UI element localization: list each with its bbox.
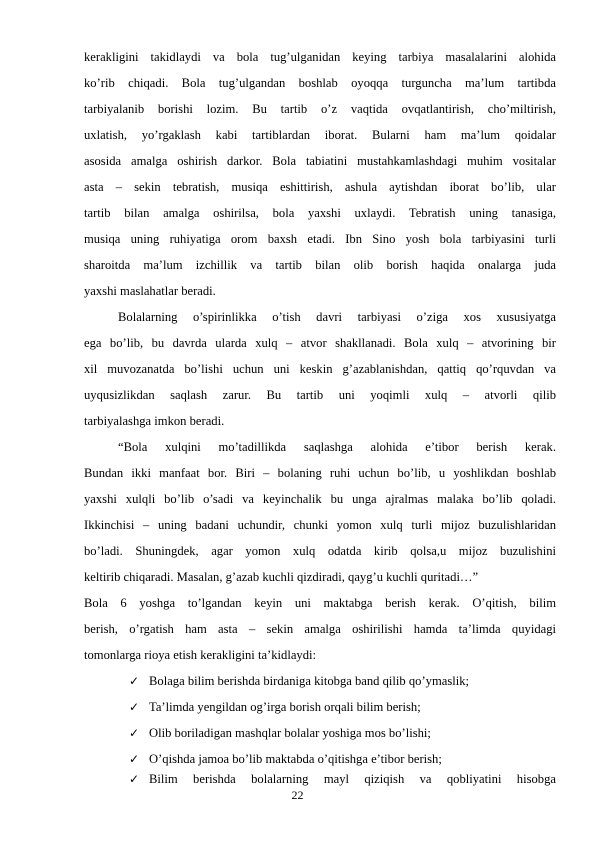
text-line: musiqa uning ruhiyatiga orom baxsh etadi. Ibn Sino yosh bola tarbiyasini turli — [84, 232, 556, 246]
text-line: Bundan ikki manfaat bor. Biri – bolaning ruhi uchun bo’lib, u yoshlikdan boshlab — [84, 466, 556, 480]
list-item-text: O’qishda jamoa bo’lib maktabda o’qitishga e’tibor berish; — [149, 752, 442, 766]
text-line: sharoitda ma’lum izchillik va tartib bilan olib borish haqida onalarga juda — [84, 258, 556, 272]
paragraph-first-line: Bolalarning o’spirinlikka o’tish davri tarbiyasi o’ziga xos xususiyatga — [118, 310, 556, 324]
text-line: berish, o’rgatish ham asta – sekin amalga oshirilishi hamda ta’limda quyidagi — [84, 622, 556, 636]
text-line: yaxshi maslahatlar beradi. — [84, 284, 216, 298]
text-line: uyqusizlikdan saqlash zarur. Bu tartib uni yoqimli xulq – atvorli qilib — [84, 388, 556, 402]
text-line: tomonlarga rioya etish kerakligini ta’kidlaydi: — [84, 648, 316, 662]
list-item-text: Olib boriladigan mashqlar bolalar yoshiga mos bo’lishi; — [149, 726, 431, 740]
checkmark-icon: ✓ — [129, 752, 140, 766]
text-line: tartib bilan amalga oshirilsa, bola yaxshi uxlaydi. Tebratish uning tanasiga, — [84, 206, 556, 220]
checkmark-icon: ✓ — [129, 772, 140, 786]
list-item — [129, 725, 556, 741]
text-line: yaxshi xulqli bo’lib o’sadi va keyinchalik bu unga ajralmas malaka bo’lib qoladi. — [84, 492, 556, 506]
checkmark-icon: ✓ — [129, 726, 140, 740]
text-line: Bola 6 yoshga to’lgandan keyin uni maktabga berish kerak. O’qitish, bilim — [84, 596, 556, 610]
list-item — [129, 673, 556, 689]
text-line: ko’rib chiqadi. Bola tug’ulgandan boshlab oyoqqa turguncha ma’lum tartibda — [84, 76, 556, 90]
text-line: ega bo’lib, bu davrda ularda xulq – atvor shakllanadi. Bola xulq – atvorining bir — [84, 336, 556, 350]
text-line: asta – sekin tebratish, musiqa eshittirish, ashula aytishdan iborat bo’lib, ular — [84, 180, 556, 194]
quote-first-line: “Bola xulqini mo’tadillikda saqlashga alohida e’tibor berish kerak. — [118, 440, 556, 454]
text-line: bo’ladi. Shuningdek, agar yomon xulq odatda kirib qolsa,u mijoz buzulishini — [84, 544, 556, 558]
list-item — [129, 751, 556, 767]
page-number: 22 — [291, 788, 304, 802]
list-item-text: Ta’limda yengildan og’irga borish orqali bilim berish; — [149, 700, 421, 714]
text-line: Ikkinchisi – uning badani uchundir, chunki yomon xulq turli mijoz buzulishlaridan — [84, 518, 556, 532]
checkmark-icon: ✓ — [129, 700, 140, 714]
text-line: uxlatish, yo’rgaklash kabi tartiblardan iborat. Bularni ham ma’lum qoidalar — [84, 128, 556, 142]
text-line: kerakligini takidlaydi va bola tug’ulganidan keying tarbiya masalalarini alohida — [84, 50, 556, 64]
list-item-text: Bilim berishda bolalarning mayl qiziqish va qobliyatini hisobga — [149, 772, 556, 786]
text-line: tarbiyalashga imkon beradi. — [84, 414, 225, 428]
text-line: xil muvozanatda bo’lishi uchun uni keskin g’azablanishdan, qattiq qo’rquvdan va — [84, 362, 556, 376]
list-item-text: Bolaga bilim berishda birdaniga kitobga band qilib qo’ymaslik; — [149, 674, 470, 688]
text-line: keltirib chiqaradi. Masalan, g’azab kuchli qizdiradi, qayg’u kuchli quritadi…” — [84, 570, 479, 584]
text-line: tarbiyalanib borishi lozim. Bu tartib o’z vaqtida ovqatlantirish, cho’miltirish, — [84, 102, 556, 116]
list-item — [129, 771, 556, 787]
text-line: asosida amalga oshirish darkor. Bola tabiatini mustahkamlashdagi muhim vositalar — [84, 154, 556, 168]
list-item — [129, 699, 556, 715]
checkmark-icon: ✓ — [129, 674, 140, 688]
